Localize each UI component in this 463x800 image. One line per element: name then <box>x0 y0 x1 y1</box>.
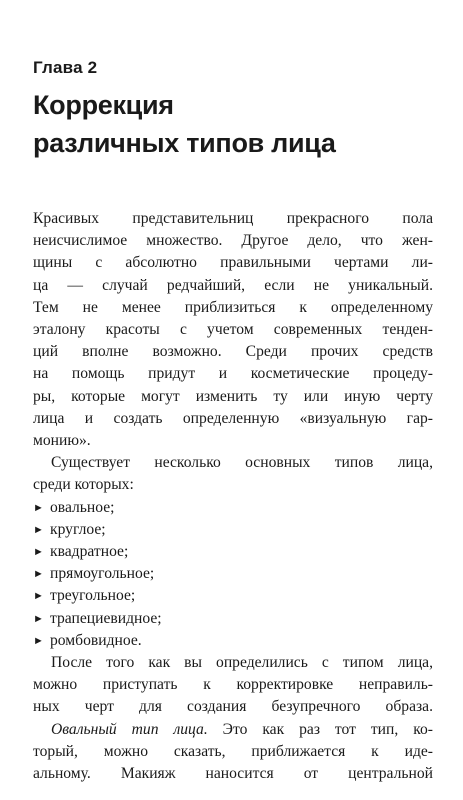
text-line: торый, можно сказать, приближается к иде- <box>33 742 433 760</box>
list-item-text: прямоугольное; <box>50 565 155 583</box>
text-line: Тем не менее приблизиться к определенному <box>33 298 433 316</box>
list-item-text: трапециевидное; <box>50 609 162 627</box>
text-line: ных черт для создания безупречного образа. <box>33 698 433 716</box>
chapter-title-line: Коррекция <box>33 90 174 120</box>
text-line: ций вполне возможно. Среди прочих средств <box>33 343 433 361</box>
list-item-text: треугольное; <box>50 587 136 605</box>
chapter-title-line: различных типов лица <box>33 128 336 158</box>
chapter-title <box>33 86 336 162</box>
chapter-label: Глава 2 <box>33 58 98 77</box>
list-item-text: овальное; <box>50 498 115 516</box>
text-line: на помощь придут и косметические процеду- <box>33 365 433 383</box>
oval-type-heading: Овальный тип лица. <box>51 720 208 738</box>
text-line: альному. Макияж наносится от центральной <box>33 765 433 783</box>
face-types-list <box>33 497 433 652</box>
list-item-text: круглое; <box>50 520 106 538</box>
text-line: Существует несколько основных типов лица, <box>51 454 433 472</box>
bullet-arrow-icon: ► <box>33 546 44 559</box>
paragraph-types-intro <box>33 452 433 496</box>
paragraph-intro <box>33 208 433 452</box>
text-line: лица и создать определенную «визуальную гар- <box>33 409 433 427</box>
bullet-arrow-icon: ► <box>33 634 44 647</box>
bullet-arrow-icon: ► <box>33 568 44 581</box>
list-item-text: ромбовидное. <box>50 631 142 649</box>
text-line: ры, которые могут изменить ту или иную черту <box>33 387 433 405</box>
list-item <box>33 497 433 519</box>
list-item <box>33 585 433 607</box>
body-text <box>33 208 433 785</box>
text-line: ца — случай редчайший, если не уникальный. <box>33 276 433 294</box>
text-fragment: Это как раз тот тип, ко- <box>207 720 433 738</box>
bullet-arrow-icon: ► <box>33 501 44 514</box>
bullet-arrow-icon: ► <box>33 590 44 603</box>
text-line: Красивых представительниц прекрасного пола <box>33 210 433 227</box>
list-item <box>33 630 433 652</box>
bullet-arrow-icon: ► <box>33 612 44 625</box>
text-line: эталону красоты с учетом современных тенден- <box>33 321 433 339</box>
text-line: среди которых: <box>33 476 134 494</box>
list-item-text: квадратное; <box>50 543 129 561</box>
text-line: щины с абсолютно правильными чертами ли- <box>33 254 433 272</box>
list-item <box>33 519 433 541</box>
list-item <box>33 608 433 630</box>
paragraph-oval <box>33 719 433 786</box>
paragraph-correction <box>33 652 433 719</box>
list-item <box>33 563 433 585</box>
text-line: монию». <box>33 432 91 450</box>
bullet-arrow-icon: ► <box>33 523 44 536</box>
list-item <box>33 541 433 563</box>
text-line: После того как вы определились с типом лица, <box>51 654 433 672</box>
text-line: можно приступать к корректировке неправиль- <box>33 676 433 694</box>
text-line <box>33 719 433 741</box>
text-line: неисчислимое множество. Другое дело, что жен- <box>33 232 433 250</box>
